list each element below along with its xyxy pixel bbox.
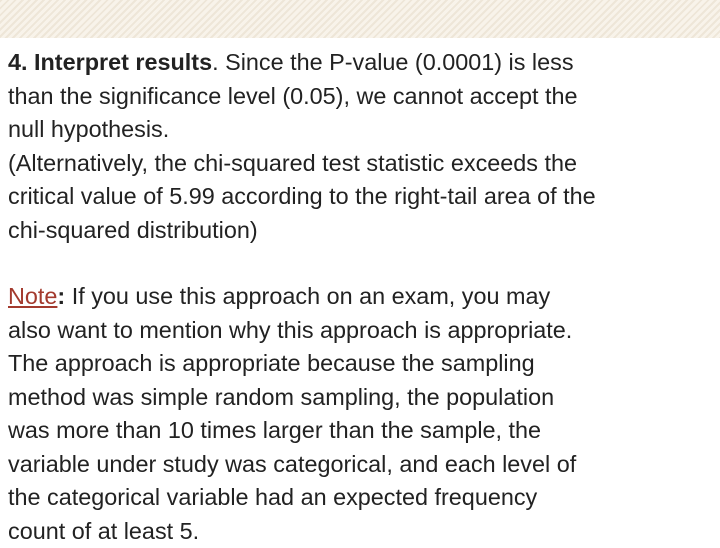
- note-line1: If you use this approach on an exam, you may: [65, 283, 550, 309]
- step-line2: than the significance level (0.05), we cannot accept the: [8, 80, 720, 114]
- note-line7: the categorical variable had an expected frequency: [8, 481, 720, 515]
- paragraph-line: [8, 280, 720, 314]
- interpret-results-paragraph: [8, 46, 720, 247]
- paragraph-line: [8, 46, 720, 80]
- step-line4: (Alternatively, the chi-squared test statistic exceeds the: [8, 147, 720, 181]
- note-line3: The approach is appropriate because the sampling: [8, 347, 720, 381]
- step-line3: null hypothesis.: [8, 113, 720, 147]
- decorative-top-border: [0, 0, 720, 38]
- step-heading-period: .: [212, 49, 225, 75]
- note-line4: method was simple random sampling, the population: [8, 381, 720, 415]
- note-line6: variable under study was categorical, and each level of: [8, 448, 720, 482]
- note-label: Note: [8, 283, 57, 309]
- step-line6: chi-squared distribution): [8, 214, 720, 248]
- paragraph-spacer: [8, 247, 720, 280]
- step-line5: critical value of 5.99 according to the right-tail area of the: [8, 180, 720, 214]
- step-heading: 4. Interpret results: [8, 49, 212, 75]
- note-line5: was more than 10 times larger than the sample, the: [8, 414, 720, 448]
- step-line1: Since the P-value (0.0001) is less: [225, 49, 573, 75]
- note-paragraph: [8, 280, 720, 548]
- slide-content: [0, 38, 720, 540]
- note-line2: also want to mention why this approach is appropriate.: [8, 314, 720, 348]
- note-colon: :: [57, 283, 65, 309]
- note-line8: count of at least 5.: [8, 515, 720, 548]
